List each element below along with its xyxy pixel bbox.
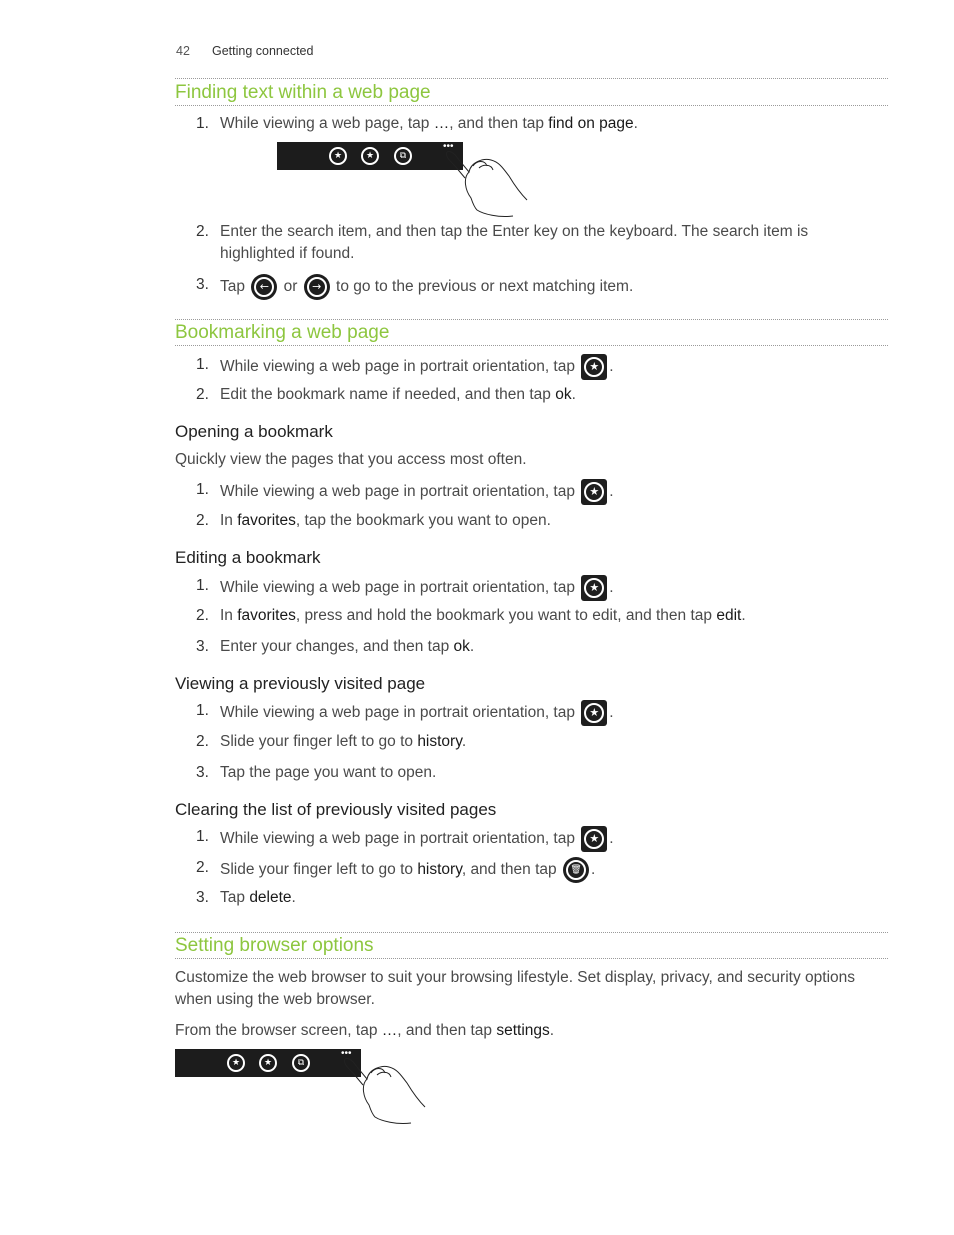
step-text: Slide your finger left to go to (220, 861, 418, 879)
step-text: , and then tap (461, 861, 561, 879)
favorites-icon: ★ (581, 826, 607, 852)
step-number: 2. (196, 607, 209, 624)
step-text: . (609, 483, 614, 501)
step-number: 3. (196, 276, 209, 293)
chapter-title: Getting connected (212, 44, 314, 58)
section-rule-top (175, 932, 888, 933)
favorites-icon: ★ (581, 479, 607, 505)
step-number: 2. (196, 386, 209, 403)
finding-step-1 (196, 113, 886, 135)
add-favorite-icon: ★ (227, 1054, 245, 1072)
command-ok: ok (555, 386, 572, 403)
step-text: While viewing a web page in portrait orientation, tap (220, 830, 580, 848)
viewing-step-3 (196, 762, 886, 784)
more-ellipsis: … (381, 1022, 398, 1039)
favorites-icon: ★ (259, 1054, 277, 1072)
step-number: 2. (196, 733, 209, 750)
opening-step-1 (196, 479, 886, 505)
step-number: 1. (196, 828, 209, 845)
bookmarking-step-1 (196, 354, 886, 380)
more-icon: ••• (341, 1048, 352, 1059)
section-rule-bottom (175, 345, 888, 346)
tabs-icon: ⧉ (394, 147, 412, 165)
viewing-step-2 (196, 731, 886, 753)
favorites-icon: ★ (581, 575, 607, 601)
browser-toolbar-illustration (277, 142, 463, 170)
step-text: , press and hold the bookmark you want to edit, and then tap (295, 607, 717, 624)
section-rule-bottom (175, 958, 888, 959)
editing-step-1 (196, 575, 886, 601)
step-text: Enter your changes, and then tap (220, 638, 454, 655)
step-text: While viewing a web page, tap (220, 115, 434, 132)
subhead-clearing-history: Clearing the list of previously visited pages (175, 800, 497, 819)
command-ok: ok (453, 638, 470, 655)
step-number: 2. (196, 223, 209, 240)
step-text: to go to the previous or next matching item. (331, 278, 634, 296)
opening-step-2 (196, 510, 886, 532)
step-text: , and then tap (449, 115, 549, 132)
command-edit: edit (716, 607, 742, 624)
step-text: In (220, 607, 238, 624)
step-number: 3. (196, 889, 209, 906)
hand-pointer-icon (341, 1053, 431, 1125)
finding-step-3 (196, 274, 886, 300)
previous-arrow-icon: ← (251, 274, 277, 300)
section-title-finding: Finding text within a web page (175, 82, 431, 103)
step-text: From the browser screen, tap (175, 1022, 382, 1039)
bookmarking-step-2 (196, 384, 886, 406)
step-text: Slide your finger left to go to (220, 733, 418, 750)
finding-step-2 (196, 221, 886, 265)
next-arrow-icon: → (304, 274, 330, 300)
section-title-bookmarking: Bookmarking a web page (175, 322, 390, 343)
step-text: In (220, 512, 238, 529)
command-settings: settings (496, 1022, 550, 1039)
page-header (176, 44, 313, 58)
section-rule-top (175, 78, 888, 79)
favorites-icon: ★ (581, 700, 607, 726)
step-number: 2. (196, 512, 209, 529)
step-number: 3. (196, 764, 209, 781)
add-favorite-icon: ★ (329, 147, 347, 165)
more-ellipsis: … (433, 115, 450, 132)
options-from-browser (175, 1020, 888, 1042)
subhead-editing-bookmark: Editing a bookmark (175, 548, 321, 567)
command-favorites: favorites (237, 512, 296, 529)
step-text: . (571, 386, 576, 403)
step-text: Tap the page you want to open. (220, 764, 437, 781)
step-number: 1. (196, 577, 209, 594)
delete-trash-icon: 🗑 (563, 857, 589, 883)
step-text: While viewing a web page in portrait orientation, tap (220, 358, 580, 376)
step-number: 1. (196, 356, 209, 373)
step-text: . (590, 861, 596, 879)
step-number: 1. (196, 115, 209, 132)
clearing-step-2 (196, 857, 886, 883)
step-text: . (741, 607, 746, 624)
browser-toolbar-illustration (175, 1049, 361, 1077)
step-number: 3. (196, 638, 209, 655)
opening-intro: Quickly view the pages that you access most often. (175, 451, 527, 468)
step-text: . (291, 889, 296, 906)
step-text: , and then tap (397, 1022, 497, 1039)
step-text: . (609, 830, 614, 848)
section-rule-top (175, 319, 888, 320)
step-text: . (609, 358, 614, 376)
step-text: . (609, 579, 614, 597)
hand-pointer-icon (443, 146, 533, 218)
command-delete: delete (249, 889, 292, 906)
subhead-opening-bookmark: Opening a bookmark (175, 422, 333, 441)
step-number: 1. (196, 702, 209, 719)
step-text: Edit the bookmark name if needed, and then tap (220, 386, 556, 403)
command-find-on-page: find on page (548, 115, 634, 132)
options-intro: Customize the web browser to suit your browsing lifestyle. Set display, privacy, and security options when using the web browser. (175, 969, 856, 1008)
step-text: Tap (220, 889, 250, 906)
step-text: . (609, 704, 614, 722)
command-favorites: favorites (237, 607, 296, 624)
step-text: . (633, 115, 638, 132)
clearing-step-1 (196, 826, 886, 852)
step-text: While viewing a web page in portrait orientation, tap (220, 704, 580, 722)
step-text: . (461, 733, 467, 750)
clearing-step-3 (196, 887, 886, 909)
step-text: . (549, 1022, 555, 1039)
step-text: While viewing a web page in portrait orientation, tap (220, 483, 580, 501)
viewing-step-1 (196, 700, 886, 726)
editing-step-3 (196, 636, 886, 658)
page-number: 42 (176, 44, 190, 58)
step-number: 1. (196, 481, 209, 498)
editing-step-2 (196, 605, 886, 627)
more-icon: ••• (443, 141, 454, 152)
command-history: history (417, 733, 462, 750)
favorites-icon: ★ (361, 147, 379, 165)
tabs-icon: ⧉ (292, 1054, 310, 1072)
section-title-options: Setting browser options (175, 935, 374, 956)
step-text: , tap the bookmark you want to open. (295, 512, 551, 529)
step-text: . (469, 638, 475, 655)
step-text: While viewing a web page in portrait orientation, tap (220, 579, 580, 597)
add-favorite-icon: ★ (581, 354, 607, 380)
section-rule-bottom (175, 105, 888, 106)
step-number: 2. (196, 859, 209, 876)
step-text: Tap (220, 278, 250, 296)
step-text: Enter the search item, and then tap the Enter key on the keyboard. The search item is highlighted if found. (220, 223, 809, 262)
command-history: history (417, 861, 462, 879)
subhead-viewing-visited: Viewing a previously visited page (175, 674, 426, 693)
step-text: or (279, 278, 302, 296)
